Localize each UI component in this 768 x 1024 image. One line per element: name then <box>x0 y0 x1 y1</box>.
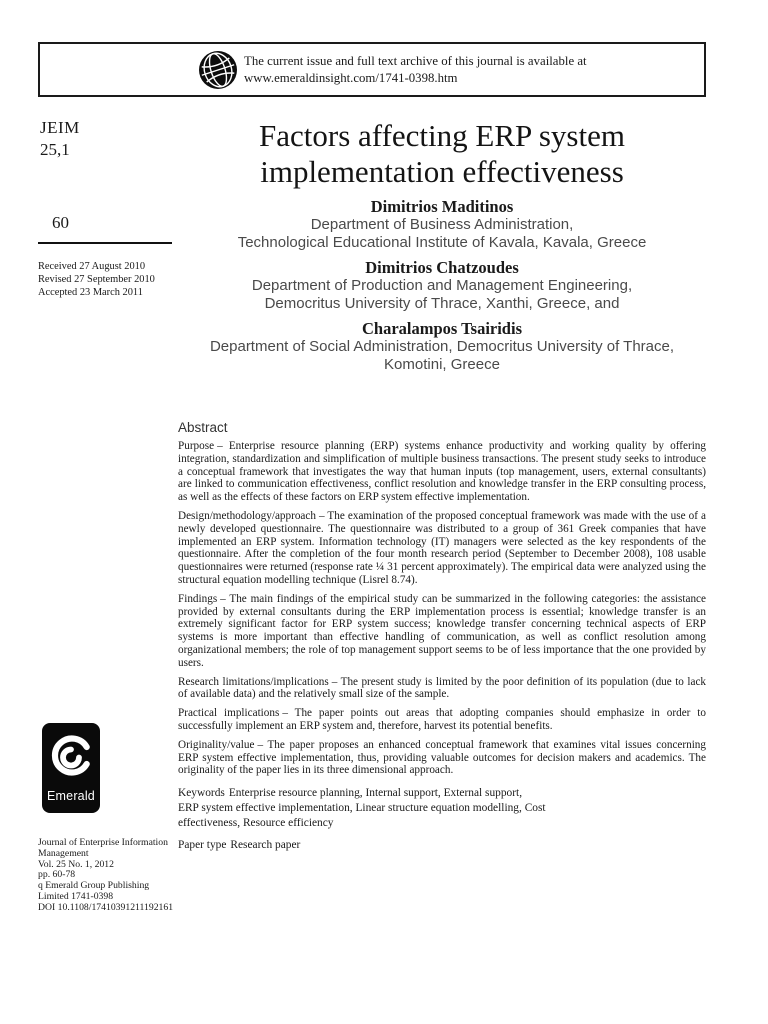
author-affiliation <box>178 216 706 251</box>
section-body: – The paper points out areas that adopting companies should emphasize in order to successfully implement an ERP system and, therefore, harvest its potential benefits. <box>178 707 706 732</box>
author-affiliation <box>178 277 706 312</box>
journal-abbreviation: JEIM <box>40 118 80 137</box>
archive-notice-url: www.emeraldinsight.com/1741-0398.htm <box>244 71 458 85</box>
section-body: – The main findings of the empirical study can be summarized in the following categories: the assistance provided by external consultants during the ERP implementation process is essential; knowledge transfer is an extremely significant factor for ERP system success; knowledge transfer concerning technical aspects of ERP systems is more important than effective handling of communication, as well as conflict resolution among organizational members; the role of top management support seems to be of less importance that the one provided by users. <box>178 592 706 669</box>
author-name: Dimitrios Chatzoudes <box>365 258 519 277</box>
author-name: Dimitrios Maditinos <box>370 197 514 216</box>
section-body: – Enterprise resource planning (ERP) systems enhance productivity and working quality by offering integration, standardization and simplification of multiple business transactions. The present study seeks to introduce a conceptual framework that investigates the way that human inputs (top management, users, external consultants) are linked to communication effectiveness, conflict resolution and knowledge transfer in the ERP consulting process, as well as the effects of these factors on ERP system effective implementation. <box>178 440 706 504</box>
emerald-logo <box>42 723 100 813</box>
journal-imprint <box>38 838 188 914</box>
revised-date: Revised 27 September 2010 <box>38 274 155 285</box>
abstract-purpose <box>178 440 706 504</box>
accepted-date: Accepted 23 March 2011 <box>38 287 143 298</box>
section-label: Originality/value <box>178 738 255 751</box>
keywords-line: ERP system effective implementation, Linear structure equation modelling, Cost <box>178 802 546 815</box>
section-label: Practical implications <box>178 707 280 720</box>
emerald-wordmark: Emerald <box>47 789 95 803</box>
sidebar-divider <box>38 242 172 244</box>
imprint-line: Vol. 25 No. 1, 2012 <box>38 858 114 870</box>
section-body: – The paper proposes an enhanced conceptual framework that examines vital issues concerning ERP system effective implementation, thus, providing valuable outcomes for decision makers and academics. The originality of the paper lies in its three dimensional approach. <box>178 738 706 777</box>
section-label: Design/methodology/approach <box>178 509 316 522</box>
journal-archive-notice <box>38 42 706 97</box>
article-body <box>178 118 706 853</box>
affiliation-line: Department of Social Administration, Democritus University of Thrace, <box>209 338 675 355</box>
author-block-3 <box>178 319 706 373</box>
affiliation-line: Democritus University of Thrace, Xanthi, Greece, and <box>264 294 620 312</box>
globe-icon <box>198 50 238 90</box>
journal-issue: 25,1 <box>40 140 70 159</box>
affiliation-line: Department of Production and Management Engineering, <box>251 277 633 294</box>
article-history <box>38 260 180 299</box>
archive-notice-text <box>244 53 587 87</box>
abstract-practical <box>178 707 706 733</box>
section-body: – The present study is limited by the poor definition of its population (due to lack of available data) and the relatively small size of the sample. <box>178 675 707 701</box>
paper-type <box>178 838 706 853</box>
affiliation-line: Department of Business Administration, <box>310 216 574 233</box>
imprint-line: Management <box>38 847 89 859</box>
section-body: – The examination of the proposed conceptual framework was made with the use of a newly developed questionnaire. The questionnaire was distributed to a group of 361 Greek companies that have implemented an ERP system. Information technology (IT) managers were selected as the key respondents of the questionnaire. After the completion of the four month research period (September to December 2008), 108 usable questionnaires were returned (response rate ¼ 31 percent approximately). The empirical data were analyzed using the structural equation modelling technique (Lisrel 8.74). <box>178 509 706 586</box>
abstract-design <box>178 510 706 587</box>
author-block-1 <box>178 197 706 251</box>
archive-notice-line1: The current issue and full text archive of this journal is available at <box>244 54 587 68</box>
affiliation-line: Technological Educational Institute of Kavala, Kavala, Greece <box>237 233 647 251</box>
article-title-line2: implementation effectiveness <box>260 154 624 189</box>
author-name: Charalampos Tsairidis <box>361 319 522 338</box>
keywords-line <box>178 786 706 801</box>
abstract-limitations <box>178 676 706 702</box>
keywords-block <box>178 786 706 831</box>
received-date: Received 27 August 2010 <box>38 261 146 272</box>
imprint-line: pp. 60-78 <box>38 869 76 881</box>
section-label: Findings <box>178 592 218 605</box>
imprint-line: q Emerald Group Publishing <box>38 880 150 892</box>
abstract-originality <box>178 739 706 777</box>
imprint-line: Limited 1741-0398 <box>38 890 114 902</box>
author-affiliation <box>178 338 706 373</box>
abstract-findings <box>178 593 706 670</box>
page-number: 60 <box>52 213 69 232</box>
keywords-text: Enterprise resource planning, Internal support, External support, <box>228 787 523 800</box>
author-block-2 <box>178 258 706 312</box>
keywords-line: effectiveness, Resource efficiency <box>178 817 334 830</box>
section-label: Purpose <box>178 440 215 452</box>
keywords-label: Keywords <box>178 787 225 800</box>
paper-type-value: Research paper <box>230 839 301 852</box>
article-title-line1: Factors affecting ERP system <box>259 118 625 153</box>
article-title <box>178 118 706 190</box>
section-label: Research limitations/implications <box>178 675 329 688</box>
affiliation-line: Komotini, Greece <box>384 355 500 373</box>
imprint-line: DOI 10.1108/17410391211192161 <box>38 901 174 913</box>
imprint-line: Journal of Enterprise Information <box>38 837 168 848</box>
abstract-heading: Abstract <box>178 420 228 435</box>
paper-type-label: Paper type <box>178 839 227 852</box>
